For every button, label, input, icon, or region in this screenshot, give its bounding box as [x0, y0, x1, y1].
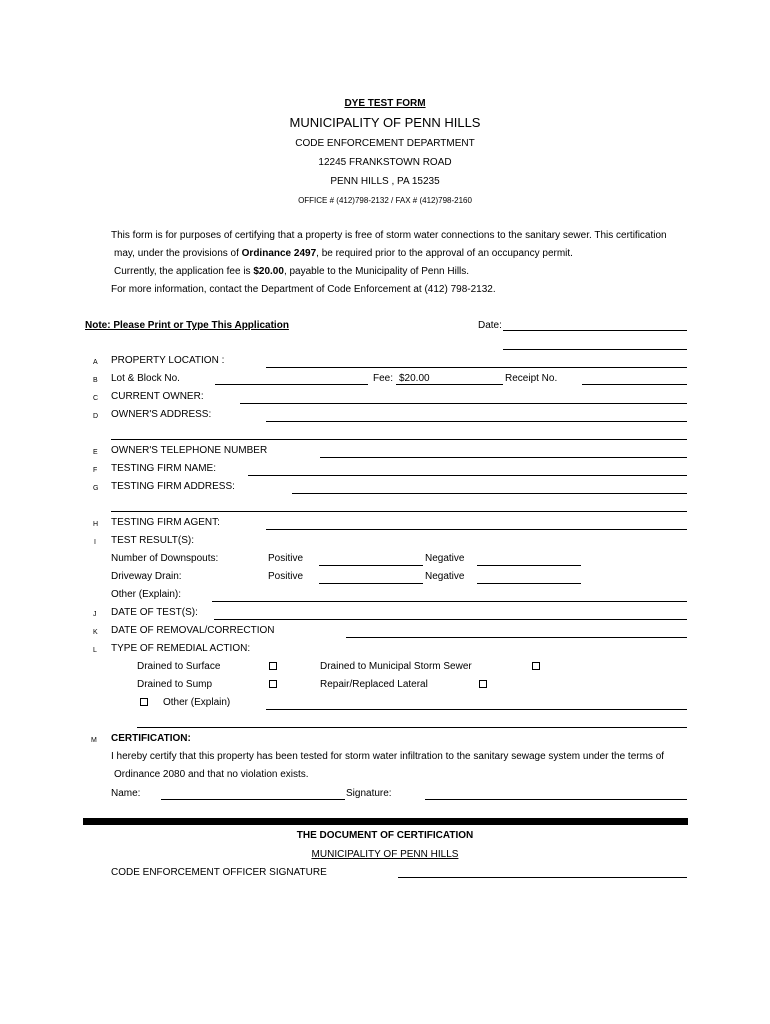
certification-line-1: I hereby certify that this property has been tested for storm water infiltration to the sanitary sewage system under the terms of — [111, 751, 665, 762]
cert-name-field[interactable] — [161, 799, 345, 800]
driveway-negative-label: Negative — [425, 571, 465, 582]
current-owner-field[interactable] — [240, 403, 687, 404]
remedial-action-label: TYPE OF REMEDIAL ACTION: — [111, 643, 251, 654]
intro-line-2-post: , be required prior to the approval of an occupancy permit. — [316, 248, 573, 259]
intro-line-1: This form is for purposes of certifying that a property is free of storm water connections to the sanitary sewer. This certification — [111, 230, 667, 241]
receipt-label: Receipt No. — [505, 373, 558, 384]
letter-i: I — [94, 539, 96, 546]
test-results-label: TEST RESULT(S): — [111, 535, 194, 546]
remedial-other-field-line-2[interactable] — [137, 727, 687, 728]
letter-e: E — [93, 449, 98, 456]
property-location-field[interactable] — [266, 367, 687, 368]
testing-firm-agent-label: TESTING FIRM AGENT: — [111, 517, 220, 528]
downspouts-label: Number of Downspouts: — [111, 553, 219, 564]
testing-firm-address-field-line-2[interactable] — [111, 511, 687, 512]
testing-firm-address-field[interactable] — [292, 493, 687, 494]
fee-label: Fee: — [373, 373, 394, 384]
owner-address-field-line-2[interactable] — [111, 439, 687, 440]
fee-value: $20.00 — [399, 373, 430, 384]
letter-g: G — [93, 485, 99, 492]
owner-address-field[interactable] — [266, 421, 687, 422]
ordinance-number: Ordinance 2497 — [241, 248, 317, 259]
downspouts-positive-label: Positive — [268, 553, 304, 564]
intro-line-2-pre: may, under the provisions of — [114, 248, 242, 259]
letter-c: C — [93, 395, 99, 402]
cert-signature-label: Signature: — [346, 788, 392, 799]
street-address: 12245 FRANKSTOWN ROAD — [318, 157, 452, 168]
driveway-positive-label: Positive — [268, 571, 304, 582]
certification-label: CERTIFICATION: — [111, 733, 191, 744]
letter-k: K — [93, 629, 98, 636]
repair-lateral-checkbox[interactable] — [479, 680, 487, 688]
form-title: DYE TEST FORM — [344, 98, 426, 109]
date-of-removal-field[interactable] — [346, 637, 687, 638]
owner-address-label: OWNER'S ADDRESS: — [111, 409, 212, 420]
certification-line-2: Ordinance 2080 and that no violation exists. — [114, 769, 309, 780]
other-explain-field[interactable] — [212, 601, 687, 602]
cert-signature-field[interactable] — [425, 799, 687, 800]
other-explain-label: Other (Explain): — [111, 589, 182, 600]
document-certification-title: THE DOCUMENT OF CERTIFICATION — [296, 830, 474, 841]
drained-sump-checkbox[interactable] — [269, 680, 277, 688]
driveway-positive-field[interactable] — [319, 583, 423, 584]
officer-signature-field[interactable] — [398, 877, 687, 878]
letter-d: D — [93, 413, 99, 420]
remedial-other-label: Other (Explain) — [163, 697, 231, 708]
drained-surface-label: Drained to Surface — [137, 661, 221, 672]
footer-municipality: MUNICIPALITY OF PENN HILLS — [311, 849, 459, 860]
city-state-zip: PENN HILLS , PA 15235 — [330, 176, 440, 187]
date-of-removal-label: DATE OF REMOVAL/CORRECTION — [111, 625, 275, 636]
intro-line-4: For more information, contact the Department of Code Enforcement at (412) 798-2132. — [111, 284, 496, 295]
testing-firm-agent-field[interactable] — [266, 529, 687, 530]
office-phone-fax: OFFICE # (412)798-2132 / FAX # (412)798-2160 — [298, 196, 472, 205]
intro-line-3-pre: Currently, the application fee is — [114, 266, 254, 277]
letter-j: J — [93, 611, 97, 618]
downspouts-negative-field[interactable] — [477, 565, 581, 566]
drained-sump-label: Drained to Sump — [137, 679, 213, 690]
downspouts-positive-field[interactable] — [319, 565, 423, 566]
receipt-field[interactable] — [582, 384, 687, 385]
municipality-heading: MUNICIPALITY OF PENN HILLS — [289, 115, 481, 130]
section-divider — [83, 818, 688, 825]
testing-firm-name-label: TESTING FIRM NAME: — [111, 463, 216, 474]
application-fee: $20.00 — [253, 266, 284, 277]
letter-a: A — [93, 359, 98, 366]
print-note: Note: Please Print or Type This Application — [85, 320, 289, 331]
drained-storm-sewer-checkbox[interactable] — [532, 662, 540, 670]
testing-firm-name-field[interactable] — [248, 475, 687, 476]
testing-firm-address-label: TESTING FIRM ADDRESS: — [111, 481, 235, 492]
intro-line-2 — [114, 248, 573, 260]
letter-m: M — [91, 737, 97, 744]
date-of-test-label: DATE OF TEST(S): — [111, 607, 198, 618]
drained-storm-sewer-label: Drained to Municipal Storm Sewer — [320, 661, 472, 672]
downspouts-negative-label: Negative — [425, 553, 465, 564]
letter-h: H — [93, 521, 99, 528]
current-owner-label: CURRENT OWNER: — [111, 391, 204, 402]
lot-block-field[interactable] — [215, 384, 368, 385]
remedial-other-checkbox[interactable] — [140, 698, 148, 706]
property-location-label: PROPERTY LOCATION : — [111, 355, 225, 366]
letter-f: F — [93, 467, 98, 474]
date-of-test-field[interactable] — [214, 619, 687, 620]
driveway-drain-label: Driveway Drain: — [111, 571, 182, 582]
officer-signature-label: CODE ENFORCEMENT OFFICER SIGNATURE — [111, 867, 327, 878]
driveway-negative-field[interactable] — [477, 583, 581, 584]
lot-block-label: Lot & Block No. — [111, 373, 180, 384]
date-field[interactable] — [503, 330, 687, 331]
date-field-extra-line[interactable] — [503, 349, 687, 350]
intro-line-3 — [114, 266, 469, 278]
repair-lateral-label: Repair/Replaced Lateral — [320, 679, 428, 690]
cert-name-label: Name: — [111, 788, 141, 799]
intro-line-3-post: , payable to the Municipality of Penn Hills. — [283, 266, 470, 277]
remedial-other-field[interactable] — [266, 709, 687, 710]
owner-phone-label: OWNER'S TELEPHONE NUMBER — [111, 445, 268, 456]
owner-phone-field[interactable] — [320, 457, 687, 458]
department-name: CODE ENFORCEMENT DEPARTMENT — [295, 138, 475, 149]
drained-surface-checkbox[interactable] — [269, 662, 277, 670]
letter-l: L — [93, 647, 97, 654]
date-label: Date: — [478, 320, 502, 331]
letter-b: B — [93, 377, 98, 384]
